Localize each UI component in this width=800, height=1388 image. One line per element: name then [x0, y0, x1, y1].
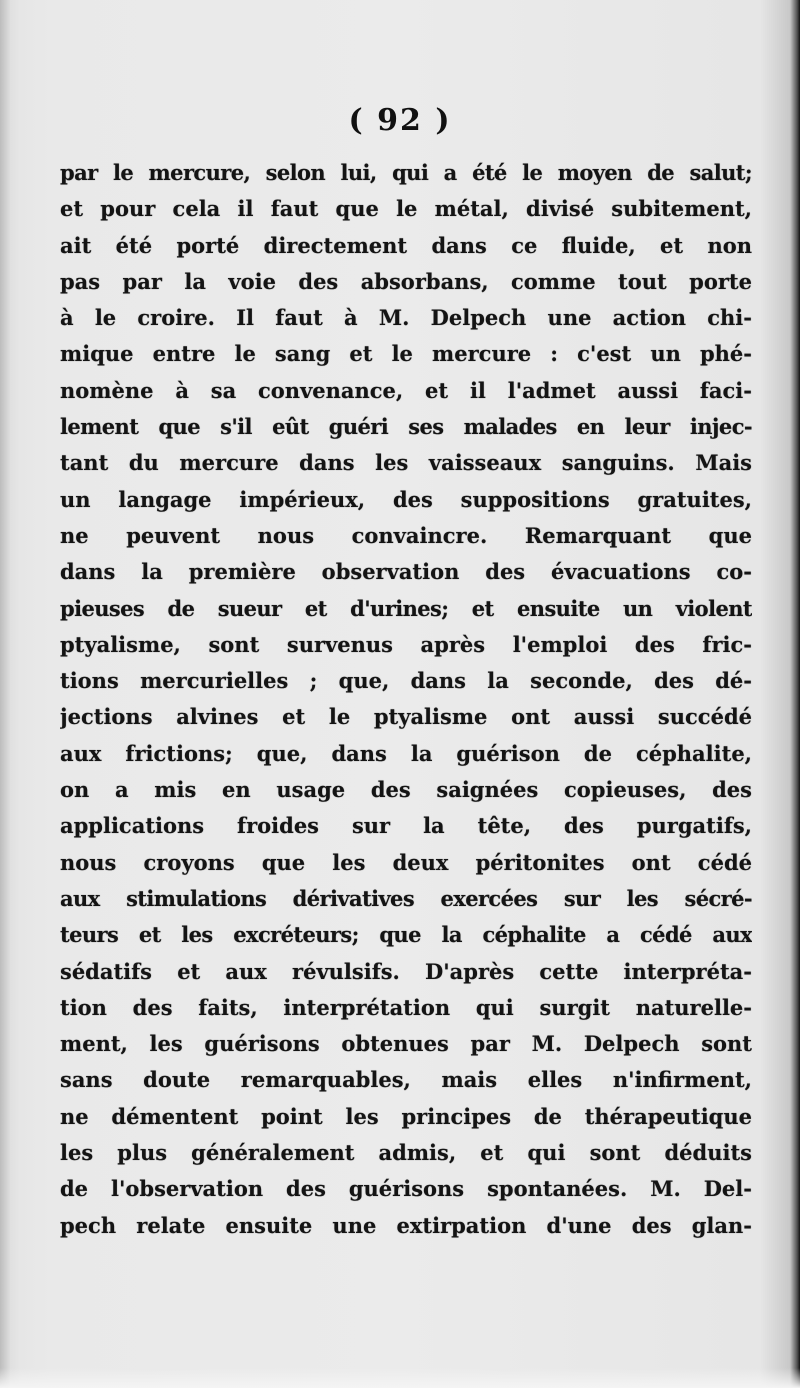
page-bottom-margin	[0, 1368, 800, 1388]
text-line: nous croyons que les deux péritonites ont cédé	[60, 849, 752, 875]
text-line: ne démentent point les principes de thérapeutique	[60, 1103, 752, 1129]
text-line: et pour cela il faut que le métal, divisé subitement,	[60, 196, 752, 222]
text-line: de l'observation des guérisons spontanées. M. Del-	[60, 1176, 752, 1202]
text-line: mique entre le sang et le mercure : c'est un phé-	[60, 341, 752, 367]
text-line: applications froides sur la tête, des purgatifs,	[60, 813, 752, 839]
text-line: teurs et les excréteurs; que la céphalite a cédé aux	[60, 922, 752, 948]
text-line: pech relate ensuite une extirpation d'une des glan-	[60, 1212, 752, 1238]
text-line: aux stimulations dérivatives exercées sur les sécré-	[60, 885, 752, 911]
text-line: ne peuvent nous convaincre. Remarquant que	[60, 522, 752, 548]
text-line: aux frictions; que, dans la guérison de céphalite,	[60, 740, 752, 766]
text-line: tions mercurielles ; que, dans la seconde, des dé-	[60, 668, 752, 694]
text-line: tant du mercure dans les vaisseaux sanguins. Mais	[60, 450, 752, 476]
text-line: à le croire. Il faut à M. Delpech une action chi-	[60, 305, 752, 331]
text-line: sans doute remarquables, mais elles n'infirment,	[60, 1067, 752, 1093]
body-text	[60, 155, 752, 1244]
text-line: ptyalisme, sont survenus après l'emploi des fric-	[60, 631, 752, 657]
text-line: pas par la voie des absorbans, comme tout porte	[60, 268, 752, 294]
page-number: ( 92 )	[348, 103, 452, 138]
page-binding-shadow	[0, 0, 10, 1388]
text-line: ment, les guérisons obtenues par M. Delpech sont	[60, 1031, 752, 1057]
text-line: par le mercure, selon lui, qui a été le moyen de salut;	[60, 160, 752, 185]
text-line: dans la première observation des évacuations co-	[60, 559, 752, 585]
text-line: sédatifs et aux révulsifs. D'après cette interpréta-	[60, 958, 752, 984]
text-line: on a mis en usage des saignées copieuses, des	[60, 777, 752, 803]
text-line: nomène à sa convenance, et il l'admet aussi faci-	[60, 377, 752, 403]
text-line: ait été porté directement dans ce fluide, et non	[60, 232, 752, 258]
text-line: tion des faits, interprétation qui surgit naturelle-	[60, 994, 752, 1020]
text-line: pieuses de sueur et d'urines; et ensuite un violent	[60, 595, 752, 621]
text-line: lement que s'il eût guéri ses malades en leur injec-	[60, 414, 752, 440]
text-line: un langage impérieux, des suppositions gratuites,	[60, 486, 752, 512]
text-line: les plus généralement admis, et qui sont déduits	[60, 1140, 752, 1166]
text-line: jections alvines et le ptyalisme ont aussi succédé	[60, 704, 752, 730]
